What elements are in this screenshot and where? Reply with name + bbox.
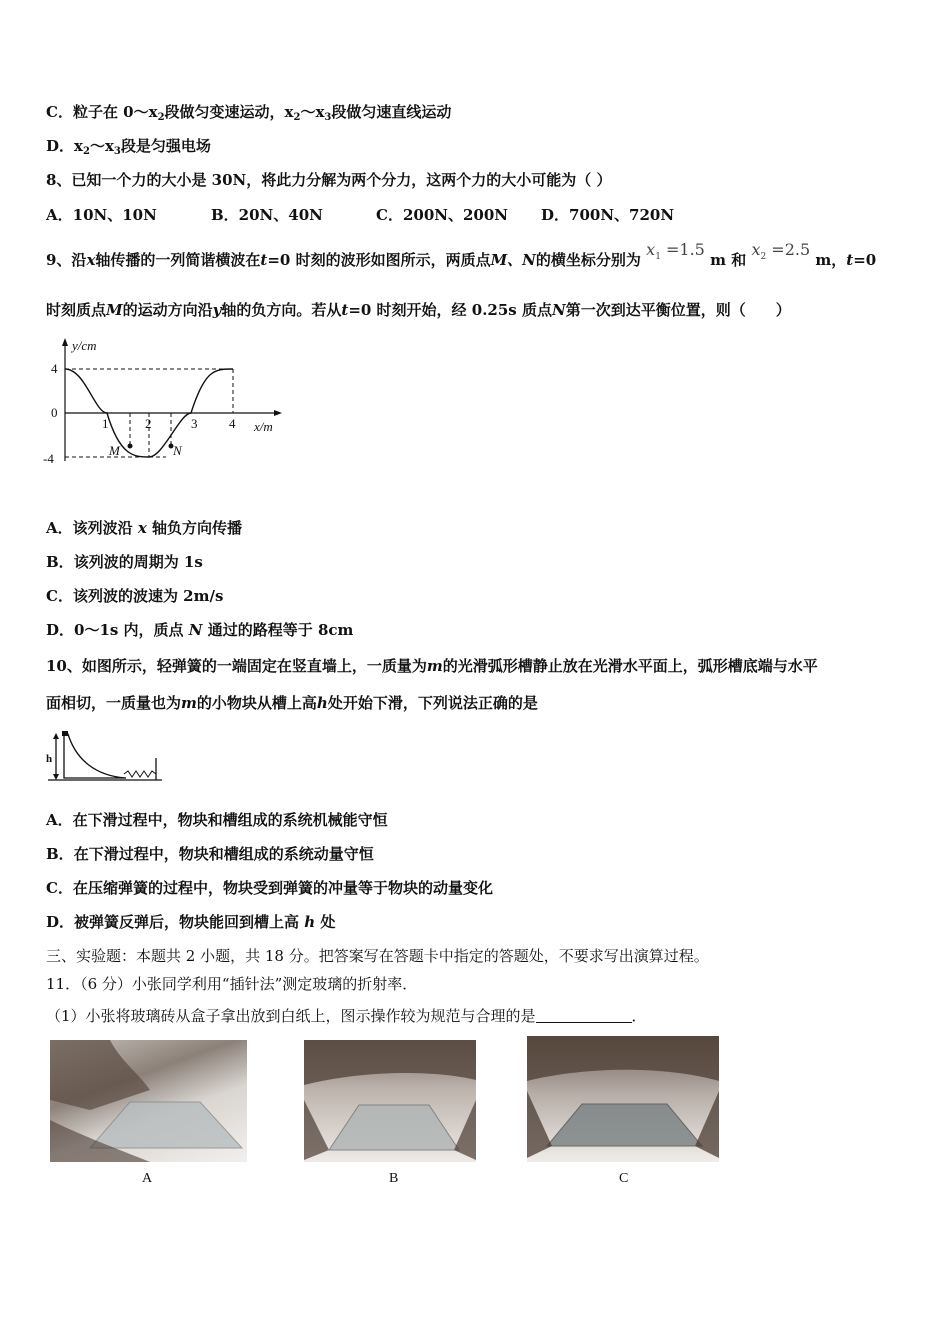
caption-a: A: [142, 1171, 153, 1186]
x-tick-4: 4: [229, 416, 236, 431]
slope-spring-figure: [46, 730, 164, 784]
caption-b: B: [389, 1171, 399, 1186]
y-tick-neg4: -4: [43, 451, 54, 466]
q8-stem: 8、已知一个力的大小是 30N，将此力分解为两个分力，这两个力的大小可能为（ ）: [46, 171, 612, 189]
answer-blank[interactable]: [536, 1008, 632, 1023]
q9-stem-line2: 时刻质点M的运动方向沿y轴的负方向。若从t=0 时刻开始，经 0.25s 质点N第一次到达平衡位置，则（ ）: [46, 301, 791, 319]
q11-stem: 11．（6 分）小张同学利用“插针法”测定玻璃的折射率．: [46, 975, 418, 993]
section-3-heading: 三、实验题：本题共 2 小题，共 18 分。把答案写在答题卡中指定的答题处，不要求写出演算过程。: [46, 947, 709, 965]
q7-option-c: C．粒子在 $0\sim x_2$段做匀变速运动，$x_2\sim x_3$段做匀速直线运动: [46, 103, 452, 123]
q9-option-b: B．该列波的周期为 1s: [46, 553, 203, 571]
photo-a: [50, 1040, 247, 1162]
y-axis-arrow: [62, 338, 68, 346]
q8-option-a: A．10N、10N: [46, 206, 157, 224]
small-block: [62, 731, 68, 736]
y-tick-0: 0: [51, 405, 58, 420]
q10-option-c: C．在压缩弹簧的过程中，物块受到弹簧的冲量等于物块的动量变化: [46, 879, 493, 897]
y-axis-label: y/cm: [72, 338, 97, 353]
q10-option-a: A．在下滑过程中，物块和槽组成的系统机械能守恒: [46, 811, 388, 829]
x-tick-1: 1: [102, 416, 109, 431]
q10-option-d: D．被弹簧反弹后，物块能回到槽上高 h 处: [46, 913, 336, 931]
q9-option-d: D．0～1s 内，质点 N 通过的路程等于 8cm: [46, 621, 354, 639]
q11-sub1: （1）小张将玻璃砖从盒子拿出放到白纸上，图示操作较为规范与合理的是 ．: [46, 1007, 647, 1025]
q7-option-d: D．$x_2\sim x_3$段是匀强电场: [46, 137, 211, 157]
q8-options: [46, 205, 674, 225]
q8-option-b: B．20N、40N: [211, 206, 323, 224]
arrow-down: [53, 774, 59, 780]
q10-stem-line2: 面相切，一质量也为m的小物块从槽上高h处开始下滑，下列说法正确的是: [46, 694, 538, 712]
x-tick-2: 2: [145, 416, 152, 431]
wave-graph: [40, 333, 300, 473]
x2-formula: $x_2 =2.5$: [751, 240, 811, 263]
q9-option-c: C．该列波的波速为 2m/s: [46, 587, 224, 605]
h-label: h: [46, 753, 53, 765]
y-tick-4: 4: [51, 361, 58, 376]
spring: [124, 771, 156, 777]
q9-stem-line1: 9、沿x轴传播的一列简谐横波在t=0 时刻的波形如图所示，两质点M、N的横坐标分别为 $x_1 =1.5$ m 和 $x_2 =2.5$ m，t=0: [46, 240, 877, 269]
photo-c: [527, 1036, 719, 1162]
q8-option-c: C．200N、200N: [376, 206, 508, 224]
q9-option-a: A．该列波沿 x 轴负方向传播: [46, 519, 243, 537]
point-m: [128, 444, 133, 449]
x-tick-3: 3: [191, 416, 198, 431]
x-axis-label: x/m: [254, 419, 273, 434]
label-n: N: [173, 443, 182, 458]
x-axis-arrow: [274, 410, 282, 416]
q10-option-b: B．在下滑过程中，物块和槽组成的系统动量守恒: [46, 845, 374, 863]
arrow-up: [53, 733, 59, 739]
caption-c: C: [619, 1171, 629, 1186]
label-m: M: [109, 443, 120, 458]
q8-option-d: D．700N、720N: [541, 206, 675, 224]
x1-formula: $x_1 =1.5$: [646, 240, 705, 263]
q10-stem-line1: 10、如图所示，轻弹簧的一端固定在竖直墙上，一质量为m的光滑弧形槽静止放在光滑水平面上，弧形槽底端与水平: [46, 657, 818, 675]
slot-block: [64, 734, 126, 778]
photo-b: [304, 1040, 476, 1162]
